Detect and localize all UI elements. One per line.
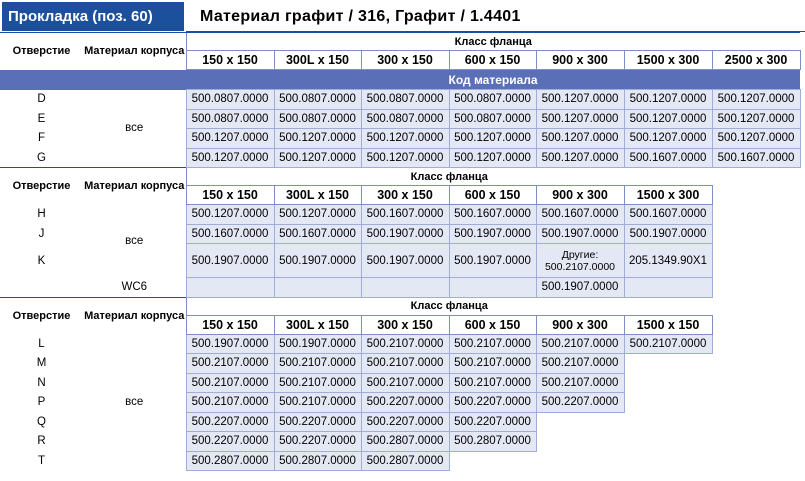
material-code-cell	[361, 278, 449, 298]
material-code-cell: 500.0807.0000	[274, 109, 361, 129]
material-code-cell: 500.2207.0000	[536, 393, 624, 413]
material-code-cell	[624, 278, 712, 298]
material-code-cell: 500.2807.0000	[186, 451, 274, 471]
empty-cell	[712, 168, 800, 186]
material-code-cell: 500.1207.0000	[712, 109, 800, 129]
flange-class-header: Класс фланца	[186, 33, 800, 51]
material-code-cell: 500.2107.0000	[186, 373, 274, 393]
flange-class-label: 300 x 150	[361, 51, 449, 70]
material-code-cell: 500.1207.0000	[186, 205, 274, 225]
hole-label: H	[37, 208, 46, 221]
material-code-cell: 500.2207.0000	[274, 412, 361, 432]
empty-cell	[624, 393, 712, 413]
material-code-cell: 500.1607.0000	[449, 205, 536, 225]
table-body	[0, 33, 800, 471]
material-code-cell: 500.1607.0000	[712, 148, 800, 168]
empty-cell	[83, 70, 186, 90]
material-code-cell: 500.2107.0000	[361, 373, 449, 393]
hole-column-header: Отверстие	[0, 33, 83, 70]
flange-class-label: 600 x 150	[449, 186, 536, 205]
material-code-cell: 500.1907.0000	[536, 278, 624, 298]
empty-cell	[624, 373, 712, 393]
empty-cell	[712, 432, 800, 452]
material-code-cell: 500.2107.0000	[274, 393, 361, 413]
material-code-cell: 500.2207.0000	[361, 412, 449, 432]
empty-cell	[712, 278, 800, 298]
material-code-cell: 500.0807.0000	[186, 109, 274, 129]
material-code-cell: 500.2207.0000	[449, 412, 536, 432]
material-code-cell: 500.1207.0000	[624, 90, 712, 110]
material-code-cell: 500.2107.0000	[361, 354, 449, 374]
empty-cell	[712, 205, 800, 225]
hole-label: M	[36, 357, 47, 370]
material-code-cell: 500.1607.0000	[361, 205, 449, 225]
body-material-value: все	[83, 205, 186, 278]
flange-class-label: 900 x 300	[536, 315, 624, 334]
material-code-cell: 500.2107.0000	[186, 393, 274, 413]
empty-cell	[624, 451, 712, 471]
material-code-cell: 205.1349.90X1	[624, 244, 712, 278]
material-code-cell: Другие: 500.2107.0000	[536, 244, 624, 278]
empty-cell	[449, 451, 536, 471]
empty-cell	[712, 393, 800, 413]
empty-cell	[712, 373, 800, 393]
material-code-cell: 500.0807.0000	[361, 90, 449, 110]
hole-column-header: Отверстие	[0, 168, 83, 205]
material-code-cell: 500.1607.0000	[624, 205, 712, 225]
material-code-cell: 500.2107.0000	[274, 373, 361, 393]
body-material-column-header: Материал корпуса	[83, 168, 186, 205]
flange-class-label: 150 x 150	[186, 186, 274, 205]
flange-class-label: 600 x 150	[449, 51, 536, 70]
material-code-cell: 500.2807.0000	[449, 432, 536, 452]
empty-cell	[536, 451, 624, 471]
material-code-cell: 500.1607.0000	[536, 205, 624, 225]
material-code-cell: 500.2107.0000	[186, 354, 274, 374]
hole-label: R	[37, 435, 46, 448]
page-title: Материал графит / 316, Графит / 1.4401	[200, 8, 521, 25]
title-rule	[186, 31, 805, 32]
material-code-cell: 500.2207.0000	[361, 393, 449, 413]
material-code-cell: 500.2107.0000	[624, 334, 712, 354]
hole-label: G	[37, 151, 46, 164]
material-code-cell: 500.2807.0000	[361, 432, 449, 452]
material-code-cell: 500.1907.0000	[624, 224, 712, 244]
hole-label: E	[37, 112, 46, 125]
body-material-value: WC6	[121, 281, 148, 293]
material-code-cell: 500.0807.0000	[449, 90, 536, 110]
body-material-value: все	[83, 334, 186, 471]
material-code-cell: 500.1207.0000	[186, 129, 274, 149]
material-code-cell: 500.2207.0000	[449, 393, 536, 413]
empty-cell	[624, 432, 712, 452]
empty-cell	[712, 412, 800, 432]
material-code-banner: Код материала	[186, 70, 800, 90]
flange-class-label: 300 x 150	[361, 315, 449, 334]
material-code-cell: 500.0807.0000	[274, 90, 361, 110]
empty-cell	[712, 244, 800, 278]
empty-cell	[712, 224, 800, 244]
gasket-material-table	[0, 32, 801, 471]
material-code-cell	[274, 278, 361, 298]
material-code-cell: 500.1207.0000	[274, 148, 361, 168]
flange-class-label: 300 x 150	[361, 186, 449, 205]
empty-cell	[0, 278, 83, 298]
material-code-cell: 500.2207.0000	[186, 412, 274, 432]
material-code-cell: 500.1207.0000	[712, 129, 800, 149]
hole-label: J	[38, 227, 45, 240]
hole-label: Q	[37, 415, 46, 428]
empty-cell	[536, 412, 624, 432]
body-material-column-header: Материал корпуса	[83, 297, 186, 334]
flange-class-label: 300L x 150	[274, 186, 361, 205]
material-code-cell: 500.2107.0000	[536, 373, 624, 393]
flange-class-label: 900 x 300	[536, 51, 624, 70]
flange-class-label: 1500 x 150	[624, 315, 712, 334]
empty-cell	[712, 451, 800, 471]
empty-cell	[624, 412, 712, 432]
hole-column-header: Отверстие	[0, 297, 83, 334]
material-code-cell: 500.2107.0000	[449, 354, 536, 374]
body-material-column-header: Материал корпуса	[83, 33, 186, 70]
hole-label: L	[38, 337, 45, 350]
material-code-cell: 500.2107.0000	[361, 334, 449, 354]
material-code-cell: 500.1907.0000	[274, 334, 361, 354]
flange-class-label: 600 x 150	[449, 315, 536, 334]
header	[0, 0, 805, 32]
material-code-cell: 500.0807.0000	[186, 90, 274, 110]
material-code-cell: 500.1207.0000	[712, 90, 800, 110]
flange-class-header: Класс фланца	[186, 168, 712, 186]
hole-label: K	[37, 254, 46, 267]
material-code-cell: 500.1207.0000	[361, 148, 449, 168]
material-code-cell: 500.2107.0000	[536, 354, 624, 374]
material-code-cell: 500.2207.0000	[274, 432, 361, 452]
material-code-cell: 500.2107.0000	[536, 334, 624, 354]
material-code-cell: 500.1207.0000	[536, 109, 624, 129]
empty-cell	[536, 432, 624, 452]
hole-label: F	[37, 132, 46, 145]
material-code-cell: 500.1607.0000	[274, 224, 361, 244]
material-code-cell: 500.1907.0000	[449, 224, 536, 244]
material-code-cell: 500.1207.0000	[274, 129, 361, 149]
material-code-cell: 500.1907.0000	[186, 244, 274, 278]
material-code-cell: 500.2207.0000	[186, 432, 274, 452]
empty-cell	[712, 315, 800, 334]
empty-cell	[712, 186, 800, 205]
flange-class-label: 2500 x 300	[712, 51, 800, 70]
material-code-cell: 500.1907.0000	[536, 224, 624, 244]
flange-class-label: 900 x 300	[536, 186, 624, 205]
material-code-cell: 500.1207.0000	[624, 109, 712, 129]
material-code-cell: 500.1207.0000	[449, 129, 536, 149]
material-code-cell: 500.1207.0000	[536, 90, 624, 110]
material-code-cell: 500.1207.0000	[536, 129, 624, 149]
hole-label: N	[37, 376, 46, 389]
flange-class-label: 300L x 150	[274, 315, 361, 334]
flange-class-label: 1500 x 300	[624, 51, 712, 70]
material-code-cell	[449, 278, 536, 298]
material-code-cell: 500.2107.0000	[449, 334, 536, 354]
hole-label: T	[37, 454, 46, 467]
material-code-cell: 500.1207.0000	[536, 148, 624, 168]
material-code-cell: 500.1607.0000	[624, 148, 712, 168]
flange-class-header: Класс фланца	[186, 297, 712, 315]
flange-class-label: 150 x 150	[186, 51, 274, 70]
material-code-cell: 500.1907.0000	[449, 244, 536, 278]
material-code-cell: 500.1207.0000	[361, 129, 449, 149]
material-code-cell: 500.2107.0000	[449, 373, 536, 393]
flange-class-label: 150 x 150	[186, 315, 274, 334]
material-code-cell: 500.1207.0000	[449, 148, 536, 168]
empty-cell	[0, 70, 83, 90]
flange-class-label: 1500 x 300	[624, 186, 712, 205]
material-code-cell: 500.2807.0000	[274, 451, 361, 471]
material-code-cell	[186, 278, 274, 298]
body-material-value: все	[83, 90, 186, 168]
empty-cell	[624, 354, 712, 374]
hole-label: D	[37, 93, 46, 106]
material-code-cell: 500.1907.0000	[361, 244, 449, 278]
material-code-cell: 500.1607.0000	[186, 224, 274, 244]
material-code-cell: 500.1907.0000	[361, 224, 449, 244]
empty-cell	[712, 297, 800, 315]
item-tag: Прокладка (поз. 60)	[2, 2, 184, 31]
empty-cell	[712, 354, 800, 374]
material-code-cell: 500.1207.0000	[274, 205, 361, 225]
material-code-cell: 500.1907.0000	[274, 244, 361, 278]
material-code-cell: 500.2807.0000	[361, 451, 449, 471]
empty-cell	[712, 334, 800, 354]
material-code-cell: 500.1207.0000	[624, 129, 712, 149]
material-code-cell: 500.0807.0000	[449, 109, 536, 129]
material-code-cell: 500.1207.0000	[186, 148, 274, 168]
flange-class-label: 300L x 150	[274, 51, 361, 70]
material-code-cell: 500.0807.0000	[361, 109, 449, 129]
material-code-cell: 500.2107.0000	[274, 354, 361, 374]
material-code-cell: 500.1907.0000	[186, 334, 274, 354]
hole-label: P	[37, 396, 46, 409]
